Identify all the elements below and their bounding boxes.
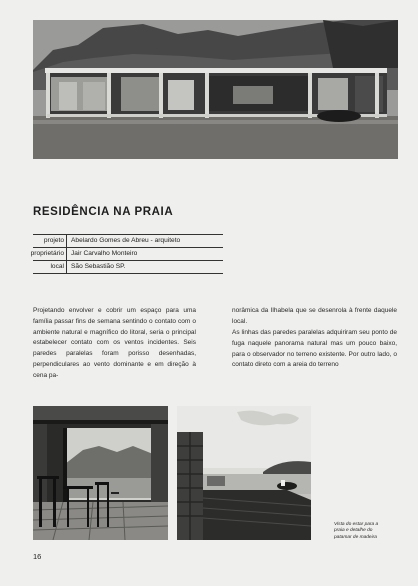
- credit-value: Abelardo Gomes de Abreu - arquiteto: [71, 237, 181, 244]
- beach-house-exterior-photo: [33, 20, 398, 159]
- interior-illustration: [33, 406, 168, 540]
- body-column-2-paragraph: As linhas das paredes paralelas adquiriram seu ponto de fuga naquele panorama natural mas um pouco baixo, para o observador no terreno existente. Por outro lado, o contato direto com a areia do terreno: [232, 329, 397, 369]
- terrace-illustration: [177, 406, 311, 540]
- credit-divider: [66, 235, 67, 247]
- living-room-interior-photo: [33, 406, 168, 540]
- credit-value: São Sebastião SP.: [71, 263, 126, 270]
- credit-row: [30, 248, 223, 261]
- page-number: 16: [33, 552, 42, 561]
- body-column-1-paragraph: Projetando envolver e cobrir um espaço para uma família passar fins de semana sentindo o contato com o ambiente natural e magnífico do litoral, seria o principal estabelecer contato com os ventos incidentes. Seis paredes paralelas foram porisso desenhadas, perpendiculares ao vento dominante e em direção à cena pa-: [33, 307, 196, 379]
- credits-table: [30, 234, 223, 274]
- terrace-deck-photo: [177, 406, 311, 540]
- body-column-2-paragraph-continued: norâmica da Ilhabela que se desenrola à frente daquele local.: [232, 307, 397, 325]
- credit-divider: [66, 248, 67, 260]
- beach-house-exterior-illustration: [33, 20, 398, 159]
- credit-divider: [66, 261, 67, 273]
- credit-value: Jair Carvalho Monteiro: [71, 250, 138, 257]
- credit-label: local: [50, 263, 64, 270]
- credit-label: proprietário: [30, 250, 64, 257]
- credit-label: projeto: [43, 237, 64, 244]
- credit-row: [33, 234, 223, 248]
- credit-row: [33, 261, 223, 274]
- photo-caption: Vista do estar para a praia e detalhe do patamar de madeira: [334, 522, 379, 540]
- article-title: RESIDÊNCIA NA PRAIA: [33, 206, 174, 218]
